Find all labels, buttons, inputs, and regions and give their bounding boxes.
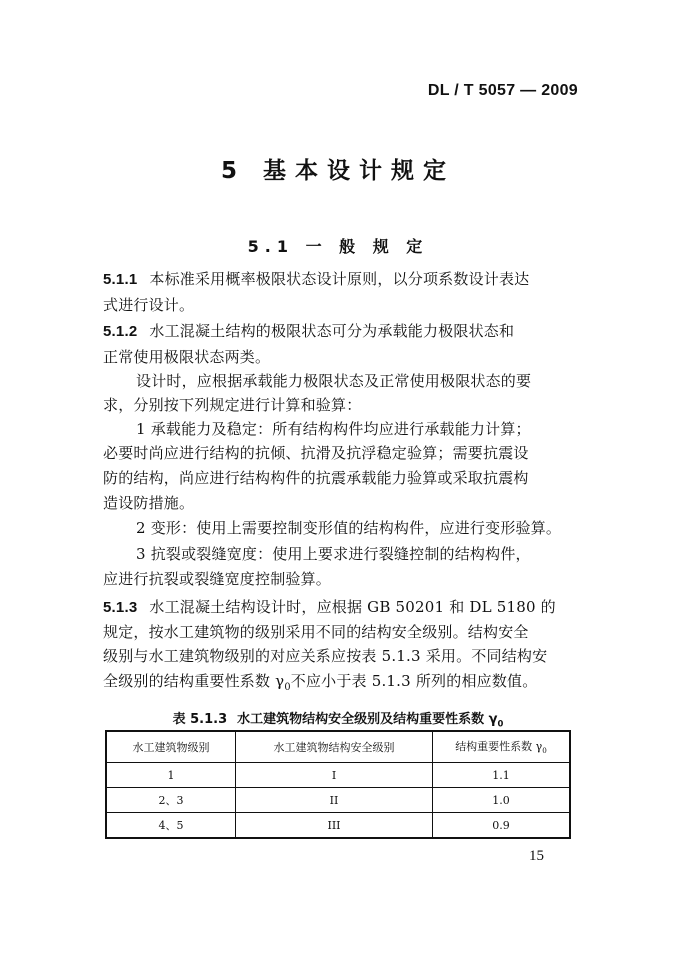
clause-5-1-2-line-1	[103, 320, 514, 341]
item-1-line-3: 防的结构，尚应进行结构构件的抗震承载能力验算或采取抗震构	[103, 469, 529, 487]
clause-5-1-3-line-1	[103, 596, 556, 617]
table-cell: 1	[106, 763, 236, 788]
table-cell: II	[236, 788, 433, 813]
table-caption-number: 表 5.1.3	[172, 712, 228, 727]
gamma-subscript: 0	[497, 718, 504, 729]
table-header-cell: 水工建筑物结构安全级别	[236, 731, 433, 763]
table-caption-text: 水工建筑物结构安全级别及结构重要性系数 γ	[237, 712, 498, 727]
clause-5-1-2-para2-line-2: 求，分别按下列规定进行计算和验算：	[103, 396, 362, 414]
document-code-header: DL / T 5057 — 2009	[427, 82, 578, 99]
item-3-line-1: 3 抗裂或裂缝宽度：使用上要求进行裂缝控制的结构构件，	[136, 545, 531, 563]
table-cell: III	[236, 813, 433, 839]
table-row	[106, 813, 570, 839]
item-1-line-1: 1 承载能力及稳定：所有结构构件均应进行承载能力计算；	[136, 420, 531, 438]
gamma-subscript: 0	[284, 682, 291, 693]
clause-5-1-3-line-3: 级别与水工建筑物级别的对应关系应按表 5.1.3 采用。不同结构安	[103, 647, 548, 665]
clause-number: 5.1.1	[103, 271, 138, 288]
table-cell: 2、3	[106, 788, 236, 813]
clause-5-1-2-para2-line-1: 设计时，应根据承载能力极限状态及正常使用极限状态的要	[136, 372, 532, 390]
table-caption	[0, 708, 676, 729]
table-row	[106, 763, 570, 788]
item-1-line-4: 造设防措施。	[103, 494, 195, 512]
table-cell: 0.9	[433, 813, 571, 839]
clause-5-1-2-line-2: 正常使用极限状态两类。	[103, 348, 271, 366]
clause-number: 5.1.3	[103, 599, 138, 616]
table-cell: 1.1	[433, 763, 571, 788]
table-header-row	[106, 731, 570, 763]
table-cell: 1.0	[433, 788, 571, 813]
table-row	[106, 788, 570, 813]
table-cell: 4、5	[106, 813, 236, 839]
table-header-cell: 结构重要性系数 $\gamma_0$	[433, 731, 571, 763]
clause-5-1-3-line-2: 规定，按水工建筑物的级别采用不同的结构安全级别。结构安全	[103, 623, 529, 641]
table-header-cell: 水工建筑物级别	[106, 731, 236, 763]
item-1-line-2: 必要时尚应进行结构的抗倾、抗滑及抗浮稳定验算；需要抗震设	[103, 444, 529, 462]
chapter-title: 5 基本设计规定	[220, 158, 455, 184]
table-cell: I	[236, 763, 433, 788]
section-title: 5.1 一 般 规 定	[247, 237, 429, 256]
clause-text: 全级别的结构重要性系数 γ	[103, 672, 285, 690]
gamma-subscript: 0	[542, 746, 547, 756]
item-3-line-2: 应进行抗裂或裂缝宽度控制验算。	[103, 570, 332, 588]
clause-5-1-1-line-1	[103, 268, 529, 289]
clause-text: 不应小于表 5.1.3 所列的相应数值。	[290, 672, 538, 690]
item-2-line-1: 2 变形：使用上需要控制变形值的结构构件，应进行变形验算。	[136, 519, 562, 537]
clause-5-1-1-line-2: 式进行设计。	[103, 296, 195, 314]
page-number: 15	[529, 848, 544, 864]
clause-text: 水工混凝土结构设计时，应根据 GB 50201 和 DL 5180 的	[149, 598, 556, 616]
clause-text: 水工混凝土结构的极限状态可分为承载能力极限状态和	[149, 322, 515, 340]
clause-text: 本标准采用概率极限状态设计原则，以分项系数设计表达	[149, 270, 530, 288]
clause-number: 5.1.2	[103, 323, 138, 340]
clause-5-1-3-line-4	[103, 670, 537, 693]
safety-class-table	[105, 730, 571, 839]
